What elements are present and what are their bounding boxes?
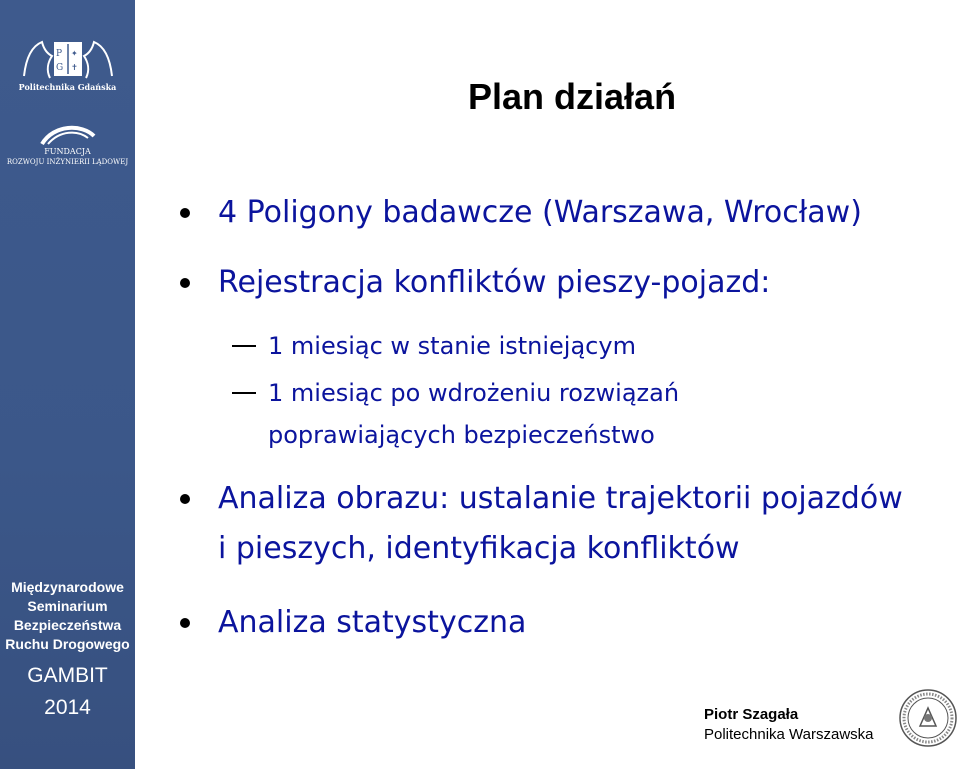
bullet-text: Rejestracja konfliktów pieszy-pojazd: (218, 265, 771, 300)
seminar-line: Seminarium (27, 598, 108, 614)
bullet-dot-icon (180, 618, 190, 628)
bullet-dot-icon (180, 208, 190, 218)
foundation-name-line1: FUNDACJA (44, 147, 91, 156)
event-name: GAMBIT (27, 664, 108, 687)
sub-item-text: 1 miesiąc po wdrożeniu rozwiązań (268, 379, 680, 407)
foundation-name-line2: ROZWOJU INŻYNIERII LĄDOWEJ (6, 158, 129, 166)
author-name: Piotr Szagała (704, 706, 799, 723)
politechnika-gdanska-crest-icon (18, 36, 118, 82)
dash-icon (232, 345, 256, 347)
bullet-text: i pieszych, identyfikacja konfliktów (218, 531, 740, 566)
bullet-text: 4 Poligony badawcze (Warszawa, Wrocław) (218, 195, 862, 230)
sub-item-text: poprawiających bezpieczeństwo (268, 421, 655, 449)
bullet-dot-icon (180, 278, 190, 288)
bullet-text: Analiza statystyczna (218, 605, 527, 640)
seminar-line: Ruchu Drogowego (5, 636, 130, 652)
sub-item-text: 1 miesiąc w stanie istniejącym (268, 332, 636, 360)
bullet-text: Analiza obrazu: ustalanie trajektorii pojazdów (218, 481, 903, 516)
svg-text:G: G (56, 63, 64, 73)
sidebar (0, 0, 135, 769)
bullet-dot-icon (180, 494, 190, 504)
author-affiliation: Politechnika Warszawska (704, 726, 874, 743)
dash-icon (232, 392, 256, 394)
seminar-line: Międzynarodowe (11, 579, 124, 595)
university-name: Politechnika Gdańska (18, 82, 117, 92)
bridge-arc-icon (38, 122, 98, 146)
svg-text:P: P (56, 49, 63, 59)
svg-text:✦: ✦ (71, 49, 78, 58)
politechnika-warszawska-seal-icon (898, 688, 958, 748)
slide-title: Plan działań (468, 76, 677, 117)
seminar-name (0, 578, 135, 654)
seminar-line: Bezpieczeństwa (13, 617, 122, 633)
event-year: 2014 (44, 696, 91, 719)
svg-text:✝: ✝ (71, 63, 78, 72)
